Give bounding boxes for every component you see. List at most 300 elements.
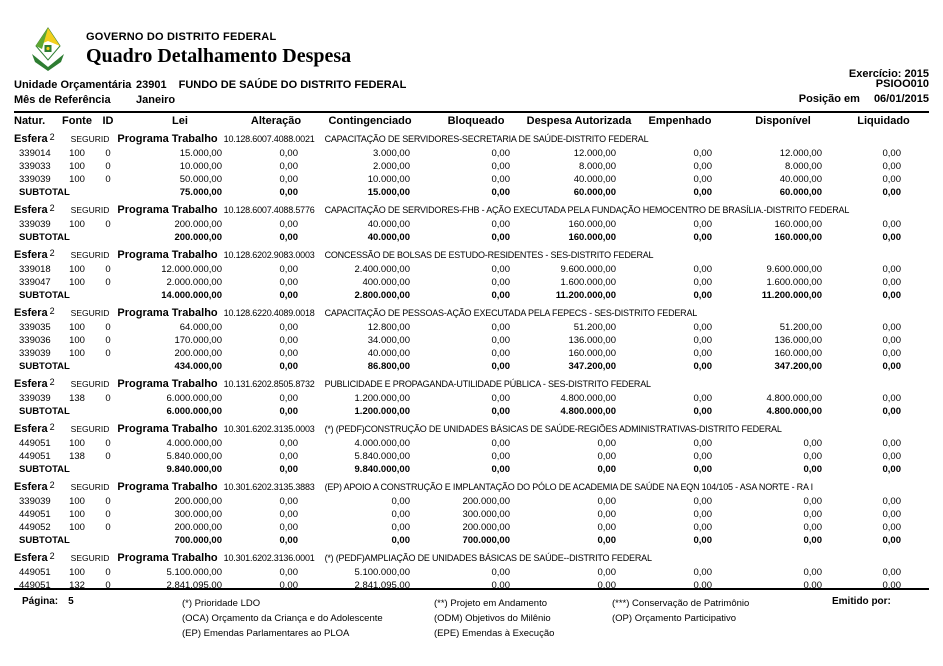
value-cell: 5.840.000,00 [354, 451, 410, 462]
value-cell: 10.000,00 [367, 174, 410, 185]
value-cell: 0,00 [279, 522, 298, 533]
value-cell: 0,00 [279, 509, 298, 520]
value-cell: 0,00 [597, 451, 616, 462]
subtotal-value: 2.800.000,00 [354, 290, 410, 301]
header-titles [86, 27, 351, 68]
value-cell: 0,00 [491, 335, 510, 346]
value-cell: 0,00 [491, 580, 510, 591]
programa-trabalho-desc: (EP) APOIO A CONSTRUÇÃO E IMPLANTAÇÃO DO PÓLO DE ACADEMIA DE SAÚDE NA EQN 104/105 - ASA NORTE - RA I [324, 482, 813, 492]
subtotal-value: 0,00 [491, 406, 510, 417]
value-cell: 200.000,00 [462, 522, 510, 533]
id-cell: 0 [105, 438, 111, 449]
legend-item: (***) Conservação de Patrimônio [612, 598, 750, 609]
value-cell: 0,00 [693, 322, 712, 333]
value-cell: 0,00 [693, 174, 712, 185]
subtotal-value: 86.800,00 [367, 361, 410, 372]
value-cell: 400.000,00 [362, 277, 410, 288]
value-cell: 51.200,00 [779, 322, 822, 333]
value-cell: 0,00 [882, 264, 901, 275]
unidade-row [14, 78, 929, 93]
legend-column-3 [612, 596, 749, 626]
subtotal-value: 0,00 [693, 406, 712, 417]
table-row [14, 263, 929, 276]
id-cell: 0 [105, 335, 111, 346]
value-cell: 0,00 [803, 522, 822, 533]
esfera-label: Esfera [14, 307, 48, 319]
value-cell: 0,00 [279, 393, 298, 404]
esfera-value: 2 [49, 480, 55, 490]
fonte-cell: 100 [69, 509, 85, 520]
posicao-value: 06/01/2015 [873, 93, 929, 105]
esfera-label: Esfera [14, 204, 48, 216]
subtotal-value: 0,00 [882, 535, 901, 546]
government-name: GOVERNO DO DISTRITO FEDERAL [86, 31, 277, 43]
table-header-row [14, 113, 929, 128]
segurid-label: SEGURID [70, 308, 110, 318]
section-header-row [14, 128, 929, 147]
programa-trabalho-label: Programa Trabalho [117, 552, 218, 564]
value-cell: 0,00 [882, 174, 901, 185]
programa-trabalho-desc: PUBLICIDADE E PROPAGANDA-UTILIDADE PÚBLICA - SES-DISTRITO FEDERAL [324, 379, 651, 389]
value-cell: 40.000,00 [367, 219, 410, 230]
fonte-cell: 100 [69, 148, 85, 159]
value-cell: 0,00 [279, 348, 298, 359]
programa-trabalho-label: Programa Trabalho [117, 204, 218, 216]
subtotal-value: 0,00 [491, 361, 510, 372]
value-cell: 1.200.000,00 [354, 393, 410, 404]
id-cell: 0 [105, 348, 111, 359]
subtotal-value: 0,00 [882, 187, 901, 198]
value-cell: 0,00 [491, 148, 510, 159]
emitido-por-label: Emitido por: [832, 596, 891, 607]
value-cell: 0,00 [279, 567, 298, 578]
subtotal-value: 0,00 [882, 232, 901, 243]
programa-trabalho-label: Programa Trabalho [117, 307, 218, 319]
subtotal-row [14, 360, 929, 373]
subtotal-value: 0,00 [491, 290, 510, 301]
value-cell: 0,00 [491, 567, 510, 578]
value-cell: 0,00 [279, 277, 298, 288]
value-cell: 160.000,00 [774, 348, 822, 359]
value-cell: 0,00 [391, 509, 410, 520]
col-header-3: ID [102, 115, 114, 127]
subtotal-value: 347.200,00 [774, 361, 822, 372]
table-row [14, 347, 929, 360]
table-row [14, 450, 929, 463]
value-cell: 0,00 [693, 580, 712, 591]
fonte-cell: 100 [69, 322, 85, 333]
subtotal-value: 0,00 [693, 464, 712, 475]
value-cell: 0,00 [597, 522, 616, 533]
unidade-label: Unidade Orçamentária [14, 79, 132, 91]
value-cell: 34.000,00 [367, 335, 410, 346]
value-cell: 8.000,00 [579, 161, 616, 172]
fonte-cell: 100 [69, 335, 85, 346]
table-row [14, 521, 929, 534]
subtotal-value: 11.200.000,00 [555, 290, 616, 301]
value-cell: 0,00 [491, 264, 510, 275]
fonte-cell: 100 [69, 277, 85, 288]
value-cell: 0,00 [882, 148, 901, 159]
id-cell: 0 [105, 219, 111, 230]
value-cell: 2.400.000,00 [354, 264, 410, 275]
id-cell: 0 [105, 567, 111, 578]
value-cell: 64.000,00 [179, 322, 222, 333]
value-cell: 0,00 [491, 451, 510, 462]
posicao-label: Posição em [798, 93, 860, 105]
natureza-cell: 449051 [19, 451, 51, 462]
id-cell: 0 [105, 277, 111, 288]
programa-trabalho-code: 10.128.6007.4088.0021 [223, 134, 315, 144]
subtotal-label: SUBTOTAL [19, 187, 70, 198]
id-cell: 0 [105, 496, 111, 507]
subtotal-value: 9.840.000,00 [166, 464, 222, 475]
programa-trabalho-desc: CAPACITAÇÃO DE SERVIDORES-FHB - AÇÃO EXECUTADA PELA FUNDAÇÃO HEMOCENTRO DE BRASÍLIA.-DISTRITO FEDERAL [324, 205, 850, 215]
value-cell: 0,00 [279, 148, 298, 159]
value-cell: 200.000,00 [462, 496, 510, 507]
legend-item: (OP) Orçamento Participativo [612, 613, 737, 624]
esfera-value: 2 [49, 422, 55, 432]
fonte-cell: 100 [69, 348, 85, 359]
section-header-row [14, 418, 929, 437]
value-cell: 10.000,00 [179, 161, 222, 172]
value-cell: 51.200,00 [573, 322, 616, 333]
value-cell: 200.000,00 [174, 522, 222, 533]
fonte-cell: 100 [69, 264, 85, 275]
value-cell: 12.800,00 [367, 322, 410, 333]
natureza-cell: 449052 [19, 522, 51, 533]
subtotal-value: 0,00 [279, 464, 298, 475]
value-cell: 0,00 [693, 277, 712, 288]
subtotal-value: 4.800.000,00 [766, 406, 822, 417]
col-header-10: Disponível [755, 115, 811, 127]
subtotal-row [14, 534, 929, 547]
value-cell: 5.100.000,00 [354, 567, 410, 578]
page-number [22, 596, 74, 607]
value-cell: 0,00 [882, 438, 901, 449]
col-header-7: Bloqueado [447, 115, 505, 127]
value-cell: 0,00 [597, 438, 616, 449]
report-title: Quadro Detalhamento Despesa [86, 45, 352, 67]
subtotal-value: 0,00 [391, 535, 410, 546]
value-cell: 4.000.000,00 [166, 438, 222, 449]
fonte-cell: 132 [69, 580, 85, 591]
subtotal-value: 200.000,00 [174, 232, 222, 243]
value-cell: 12.000,00 [779, 148, 822, 159]
fonte-cell: 100 [69, 219, 85, 230]
value-cell: 0,00 [391, 522, 410, 533]
value-cell: 0,00 [491, 161, 510, 172]
subtotal-value: 0,00 [279, 535, 298, 546]
table-body [14, 128, 929, 592]
value-cell: 0,00 [693, 567, 712, 578]
subtotal-value: 0,00 [803, 535, 822, 546]
segurid-label: SEGURID [70, 553, 110, 563]
value-cell: 0,00 [693, 496, 712, 507]
value-cell: 40.000,00 [367, 348, 410, 359]
value-cell: 0,00 [882, 335, 901, 346]
subtotal-value: 0,00 [279, 406, 298, 417]
subtotal-value: 0,00 [882, 361, 901, 372]
legend-item: (EP) Emendas Parlamentares ao PLOA [182, 628, 350, 639]
segurid-label: SEGURID [70, 482, 110, 492]
section-header-row [14, 476, 929, 495]
value-cell: 2.841.095,00 [354, 580, 410, 591]
section-header-row [14, 547, 929, 566]
report-meta [14, 78, 929, 108]
value-cell: 0,00 [693, 264, 712, 275]
natureza-cell: 449051 [19, 580, 51, 591]
programa-trabalho-desc: CONCESSÃO DE BOLSAS DE ESTUDO-RESIDENTES - SES-DISTRITO FEDERAL [324, 250, 654, 260]
table-row [14, 276, 929, 289]
value-cell: 0,00 [491, 393, 510, 404]
value-cell: 0,00 [693, 451, 712, 462]
subtotal-value: 434.000,00 [174, 361, 222, 372]
subtotal-value: 14.000.000,00 [161, 290, 222, 301]
col-header-1: Natur. [14, 115, 46, 127]
value-cell: 0,00 [693, 509, 712, 520]
subtotal-value: 0,00 [279, 290, 298, 301]
value-cell: 0,00 [693, 348, 712, 359]
report-footer [14, 588, 929, 650]
fonte-cell: 100 [69, 522, 85, 533]
legend-column-2 [434, 596, 554, 641]
value-cell: 0,00 [882, 322, 901, 333]
esfera-label: Esfera [14, 552, 48, 564]
legend-item: (OCA) Orçamento da Criança e do Adolescente [182, 613, 383, 624]
value-cell: 200.000,00 [174, 219, 222, 230]
value-cell: 0,00 [693, 393, 712, 404]
section-header-row [14, 244, 929, 263]
value-cell: 9.600.000,00 [560, 264, 616, 275]
value-cell: 0,00 [279, 264, 298, 275]
table-row [14, 160, 929, 173]
value-cell: 0,00 [597, 580, 616, 591]
value-cell: 0,00 [882, 580, 901, 591]
value-cell: 0,00 [491, 438, 510, 449]
esfera-value: 2 [49, 248, 55, 258]
value-cell: 160.000,00 [774, 219, 822, 230]
col-header-8: Despesa Autorizada [526, 115, 632, 127]
natureza-cell: 339014 [19, 148, 51, 159]
section-header [14, 547, 929, 566]
col-header-2: Fonte [62, 115, 92, 127]
value-cell: 0,00 [882, 277, 901, 288]
subtotal-label: SUBTOTAL [19, 406, 70, 417]
id-cell: 0 [105, 451, 111, 462]
subtotal-value: 4.800.000,00 [560, 406, 616, 417]
subtotal-value: 9.840.000,00 [354, 464, 410, 475]
programa-trabalho-desc: CAPACITAÇÃO DE PESSOAS-AÇÃO EXECUTADA PELA FEPECS - SES-DISTRITO FEDERAL [324, 308, 698, 318]
subtotal-value: 700.000,00 [174, 535, 222, 546]
fonte-cell: 100 [69, 161, 85, 172]
natureza-cell: 339033 [19, 161, 51, 172]
subtotal-label: SUBTOTAL [19, 535, 70, 546]
section-header [14, 128, 929, 147]
value-cell: 300.000,00 [462, 509, 510, 520]
id-cell: 0 [105, 393, 111, 404]
esfera-value: 2 [49, 203, 55, 213]
value-cell: 0,00 [279, 580, 298, 591]
id-cell: 0 [105, 322, 111, 333]
programa-trabalho-code: 10.128.6220.4089.0018 [223, 308, 315, 318]
section-header-row [14, 373, 929, 392]
value-cell: 0,00 [882, 522, 901, 533]
value-cell: 136.000,00 [774, 335, 822, 346]
subtotal-label: SUBTOTAL [19, 361, 70, 372]
programa-trabalho-label: Programa Trabalho [117, 133, 218, 145]
programa-trabalho-code: 10.301.6202.3135.3883 [223, 482, 315, 492]
value-cell: 0,00 [693, 161, 712, 172]
section-header [14, 373, 929, 392]
subtotal-row [14, 405, 929, 418]
value-cell: 200.000,00 [174, 496, 222, 507]
legend-item: (ODM) Objetivos do Milênio [434, 613, 551, 624]
section-header [14, 302, 929, 321]
legend-item: (EPE) Emendas à Execução [434, 628, 555, 639]
section-header [14, 244, 929, 263]
programa-trabalho-desc: CAPACITAÇÃO DE SERVIDORES-SECRETARIA DE SAÚDE-DISTRITO FEDERAL [324, 134, 649, 144]
subtotal-value: 0,00 [279, 361, 298, 372]
col-header-9: Empenhado [648, 115, 712, 127]
section-header [14, 199, 929, 218]
value-cell: 300.000,00 [174, 509, 222, 520]
subtotal-value: 0,00 [279, 232, 298, 243]
value-cell: 170.000,00 [174, 335, 222, 346]
subtotal-value: 0,00 [491, 464, 510, 475]
subtotal-value: 1.200.000,00 [354, 406, 410, 417]
value-cell: 15.000,00 [179, 148, 222, 159]
col-header-4: Lei [172, 115, 188, 127]
fonte-cell: 100 [69, 496, 85, 507]
value-cell: 6.000.000,00 [166, 393, 222, 404]
value-cell: 0,00 [279, 451, 298, 462]
value-cell: 0,00 [803, 496, 822, 507]
unidade-name: FUNDO DE SAÚDE DO DISTRITO FEDERAL [178, 79, 407, 91]
value-cell: 9.600.000,00 [766, 264, 822, 275]
subtotal-label: SUBTOTAL [19, 290, 70, 301]
segurid-label: SEGURID [70, 134, 110, 144]
value-cell: 0,00 [803, 438, 822, 449]
value-cell: 3.000,00 [373, 148, 410, 159]
id-cell: 0 [105, 174, 111, 185]
value-cell: 0,00 [597, 496, 616, 507]
expense-table [14, 113, 929, 592]
subtotal-value: 15.000,00 [367, 187, 410, 198]
value-cell: 0,00 [882, 451, 901, 462]
value-cell: 0,00 [803, 567, 822, 578]
natureza-cell: 339035 [19, 322, 51, 333]
value-cell: 160.000,00 [568, 348, 616, 359]
col-header-5: Alteração [250, 115, 302, 127]
value-cell: 0,00 [279, 174, 298, 185]
value-cell: 1.600.000,00 [560, 277, 616, 288]
value-cell: 0,00 [882, 219, 901, 230]
value-cell: 0,00 [693, 335, 712, 346]
page-value: 5 [68, 596, 74, 607]
subtotal-value: 6.000.000,00 [166, 406, 222, 417]
expense-table-wrap [14, 111, 929, 592]
subtotal-row [14, 463, 929, 476]
value-cell: 0,00 [803, 509, 822, 520]
natureza-cell: 339039 [19, 174, 51, 185]
esfera-label: Esfera [14, 378, 48, 390]
value-cell: 136.000,00 [568, 335, 616, 346]
subtotal-value: 0,00 [693, 232, 712, 243]
programa-trabalho-code: 10.301.6202.3136.0001 [223, 553, 315, 563]
legend-item: (**) Projeto em Andamento [434, 598, 548, 609]
subtotal-label: SUBTOTAL [19, 232, 70, 243]
subtotal-row [14, 186, 929, 199]
esfera-label: Esfera [14, 133, 48, 145]
subtotal-value: 60.000,00 [779, 187, 822, 198]
programa-trabalho-label: Programa Trabalho [117, 423, 218, 435]
subtotal-value: 0,00 [597, 535, 616, 546]
subtotal-value: 0,00 [693, 535, 712, 546]
subtotal-value: 40.000,00 [367, 232, 410, 243]
segurid-label: SEGURID [70, 379, 110, 389]
subtotal-value: 0,00 [279, 187, 298, 198]
natureza-cell: 339039 [19, 496, 51, 507]
subtotal-value: 700.000,00 [462, 535, 510, 546]
table-row [14, 566, 929, 579]
fonte-cell: 138 [69, 451, 85, 462]
subtotal-value: 0,00 [491, 187, 510, 198]
value-cell: 40.000,00 [573, 174, 616, 185]
section-header [14, 418, 929, 437]
table-row [14, 392, 929, 405]
value-cell: 2.000,00 [373, 161, 410, 172]
subtotal-label: SUBTOTAL [19, 464, 70, 475]
subtotal-value: 0,00 [882, 290, 901, 301]
fonte-cell: 100 [69, 567, 85, 578]
value-cell: 200.000,00 [174, 348, 222, 359]
value-cell: 8.000,00 [785, 161, 822, 172]
natureza-cell: 339036 [19, 335, 51, 346]
table-row [14, 495, 929, 508]
value-cell: 2.000.000,00 [166, 277, 222, 288]
value-cell: 0,00 [491, 219, 510, 230]
section-header-row [14, 199, 929, 218]
subtotal-value: 0,00 [693, 187, 712, 198]
value-cell: 0,00 [491, 322, 510, 333]
value-cell: 5.840.000,00 [166, 451, 222, 462]
legend-column-1 [182, 596, 383, 641]
value-cell: 5.100.000,00 [166, 567, 222, 578]
esfera-label: Esfera [14, 423, 48, 435]
value-cell: 0,00 [279, 335, 298, 346]
value-cell: 0,00 [693, 219, 712, 230]
legend-item: (*) Prioridade LDO [182, 598, 261, 609]
value-cell: 4.000.000,00 [354, 438, 410, 449]
subtotal-value: 0,00 [597, 464, 616, 475]
section-header [14, 476, 929, 495]
esfera-value: 2 [49, 551, 55, 561]
mes-value: Janeiro [136, 94, 176, 106]
subtotal-row [14, 289, 929, 302]
table-row [14, 147, 929, 160]
subtotal-value: 0,00 [882, 464, 901, 475]
table-row [14, 321, 929, 334]
programa-trabalho-code: 10.128.6202.9083.0003 [223, 250, 315, 260]
table-row [14, 218, 929, 231]
subtotal-value: 160.000,00 [568, 232, 616, 243]
segurid-label: SEGURID [70, 250, 110, 260]
programa-trabalho-code: 10.128.6007.4088.5776 [223, 205, 315, 215]
programa-trabalho-desc: (*) (PEDF)AMPLIAÇÃO DE UNIDADES BÁSICAS DE SAÚDE--DISTRITO FEDERAL [324, 553, 652, 563]
value-cell: 4.800.000,00 [766, 393, 822, 404]
natureza-cell: 339018 [19, 264, 51, 275]
